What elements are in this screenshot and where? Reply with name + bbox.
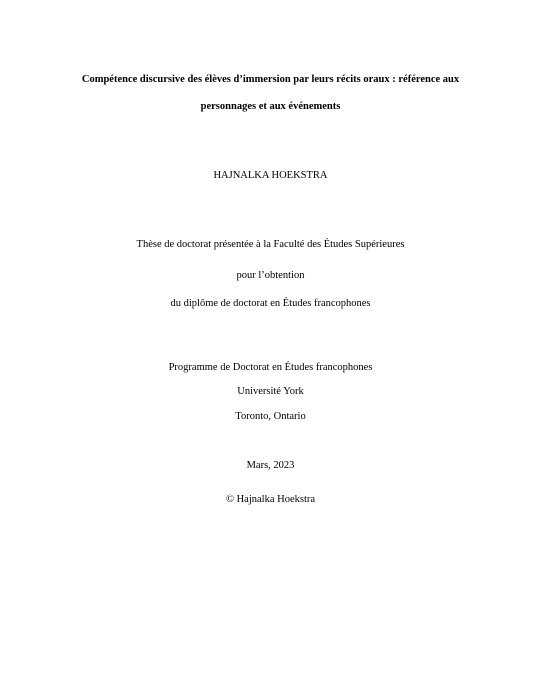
university-location: Toronto, Ontario (235, 411, 306, 422)
copyright-notice: © Hajnalka Hoekstra (225, 494, 316, 505)
submission-date: Mars, 2023 (246, 460, 295, 471)
submission-statement-line-1: Thèse de doctorat présentée à la Faculté des Études Supérieures (136, 239, 405, 250)
submission-statement-line-3: du diplôme de doctorat en Études francophones (170, 298, 371, 309)
author-name: HAJNALKA HOEKSTRA (213, 170, 328, 181)
program-name: Programme de Doctorat en Études francophones (168, 362, 373, 373)
thesis-title-line-2: personnages et aux événements (200, 101, 341, 112)
submission-statement-line-2: pour l’obtention (236, 270, 305, 281)
thesis-title-line-1: Compétence discursive des élèves d’immersion par leurs récits oraux : référence aux (81, 74, 460, 85)
university-name: Université York (237, 386, 304, 397)
